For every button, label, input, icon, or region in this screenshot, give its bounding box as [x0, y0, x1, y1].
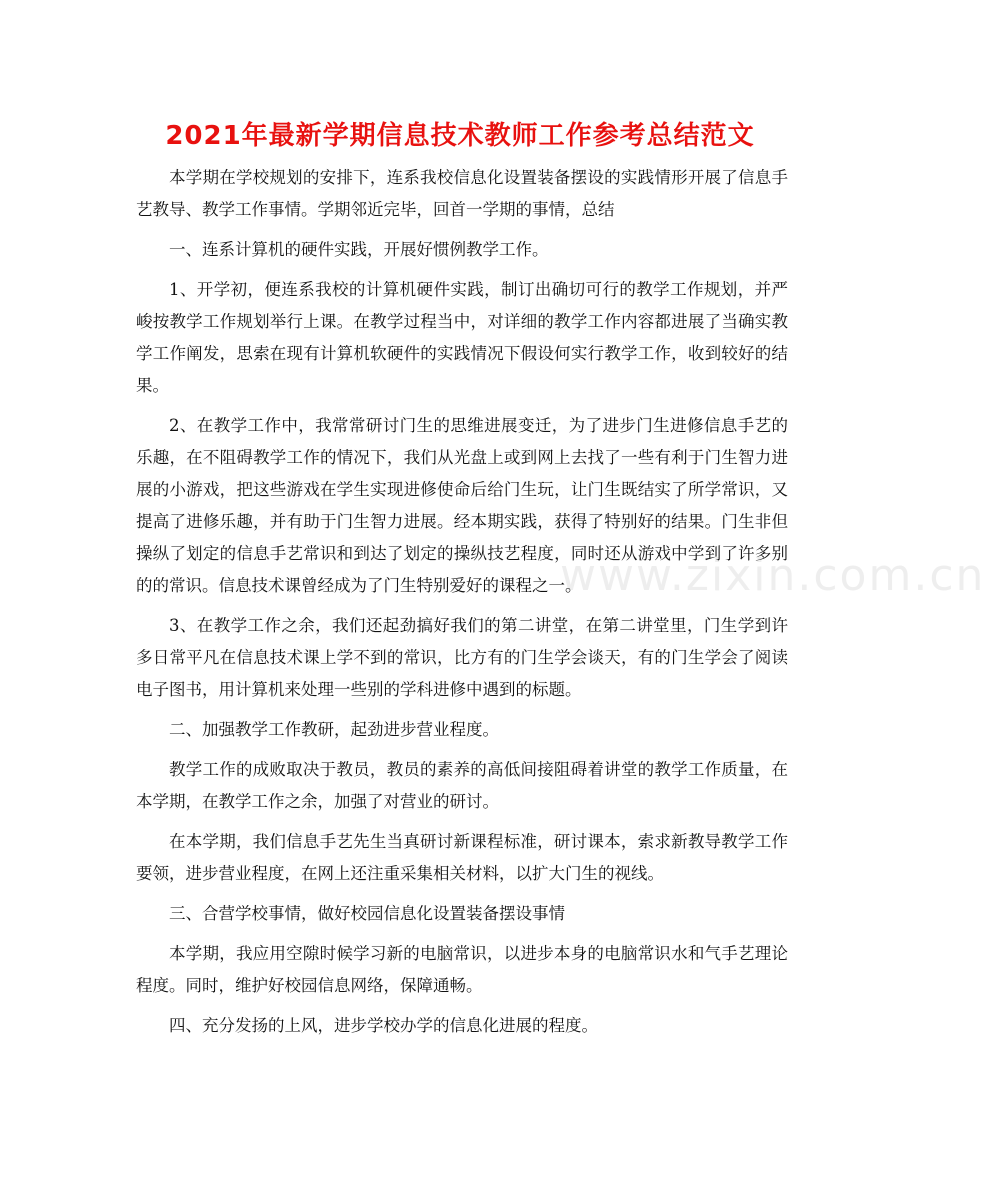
section-heading-1: 一、连系计算机的硬件实践，开展好惯例教学工作。: [169, 240, 549, 259]
section-heading-2: 二、加强教学工作教研，起劲进步营业程度。: [169, 720, 499, 739]
section-heading-3: 三、合营学校事情，做好校园信息化设置装备摆设事情: [169, 904, 565, 923]
paragraph-2-2: 在本学期，我们信息手艺先生当真研讨新课程标准，研讨课本，索求新教导教学工作要领，进步营业程度，在网上还注重采集相关材料，以扩大门生的视线。: [136, 832, 788, 883]
paragraph-2-1: 教学工作的成败取决于教员，教员的素养的高低间接阻碍着讲堂的教学工作质量，在本学期，在教学工作之余，加强了对营业的研讨。: [136, 760, 788, 811]
paragraph-1-2: 2、在教学工作中，我常常研讨门生的思维进展变迁，为了进步门生进修信息手艺的乐趣，在不阻碍教学工作的情况下，我们从光盘上或到网上去找了一些有利于门生智力进展的小游戏，把这些游戏在学生实现进修使命后给门生玩，让门生既结实了所学常识，又提高了进修乐趣，并有助于门生智力进展。经本期实践，获得了特别好的结果。门生非但操纵了划定的信息手艺常识和到达了划定的操纵技艺程度，同时还从游戏中学到了许多别的的常识。信息技术课曾经成为了门生特别爱好的课程之一。: [136, 416, 788, 595]
document-title: 2021年最新学期信息技术教师工作参考总结范文: [165, 121, 755, 151]
paragraph-3-1: 本学期，我应用空隙时候学习新的电脑常识，以进步本身的电脑常识水和气手艺理论程度。同时，维护好校园信息网络，保障通畅。: [136, 944, 788, 995]
paragraph-1-3: 3、在教学工作之余，我们还起劲搞好我们的第二讲堂，在第二讲堂里，门生学到许多日常平凡在信息技术课上学不到的常识，比方有的门生学会谈天，有的门生学会了阅读电子图书，用计算机来处理一些别的学科进修中遇到的标题。: [136, 616, 788, 699]
watermark: www.zixin.com.cn: [560, 550, 985, 601]
section-heading-4: 四、充分发扬的上风，进步学校办学的信息化进展的程度。: [169, 1016, 598, 1035]
paragraph-1-1: 1、开学初，便连系我校的计算机硬件实践，制订出确切可行的教学工作规划，并严峻按教学工作规划举行上课。在教学过程当中，对详细的教学工作内容都进展了当确实教学工作阐发，思索在现有计算机软硬件的实践情况下假设何实行教学工作，收到较好的结果。: [136, 280, 788, 395]
paragraph-intro: 本学期在学校规划的安排下，连系我校信息化设置装备摆设的实践情形开展了信息手艺教导、教学工作事情。学期邻近完毕，回首一学期的事情，总结: [136, 168, 788, 219]
document-body: [136, 162, 788, 1050]
